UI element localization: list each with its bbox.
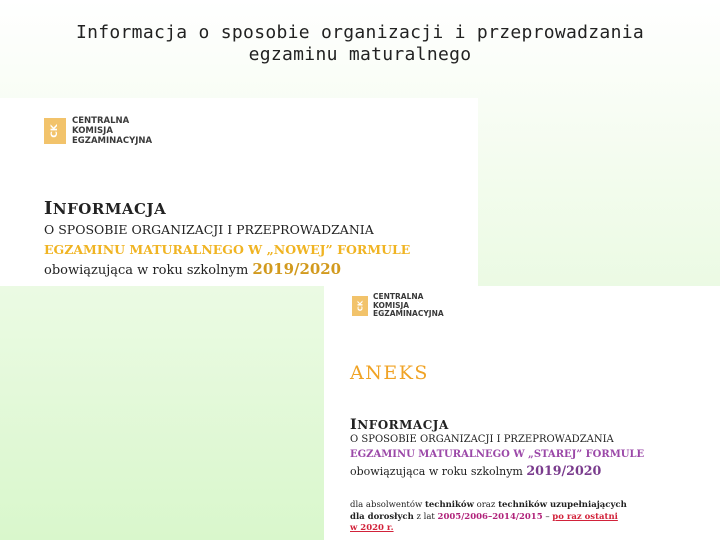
document-cover-new-formula — [0, 98, 478, 286]
info-heading: INFORMACJA — [350, 416, 449, 433]
doc-line-3: obowiązująca w roku szkolnym 2019/2020 — [350, 463, 602, 478]
cke-logo-text: CENTRALNA KOMISJA EGZAMINACYJNA — [373, 292, 444, 318]
slide-title-line-2: egzaminu maturalnego — [248, 44, 472, 65]
school-year: 2019/2020 — [252, 260, 342, 278]
aneks-heading: ANEKS — [350, 362, 429, 384]
slide-title — [0, 22, 720, 66]
info-heading: INFORMACJA — [44, 198, 167, 219]
graduates-note: dla absolwentów techników oraz techników uzupełniających dla dorosłych z lat 2005/2006–2014/2015 – po raz ostatni w 2020 r. — [350, 500, 627, 533]
cke-logo — [352, 293, 444, 319]
document-cover-annex-old-formula — [324, 286, 720, 540]
doc-line-1: O SPOSOBIE ORGANIZACJI I PRZEPROWADZANIA — [350, 434, 614, 445]
cke-logo — [44, 116, 152, 146]
cke-logo-icon: CK — [352, 296, 368, 316]
school-year: 2019/2020 — [526, 463, 602, 478]
cke-logo-text: CENTRALNA KOMISJA EGZAMINACYJNA — [72, 116, 153, 146]
slide-title-line-1: Informacja o sposobie organizacji i przeprowadzania — [76, 22, 644, 43]
doc-line-2: EGZAMINU MATURALNEGO W „STAREJ” FORMULE — [350, 449, 645, 460]
doc-line-1: O SPOSOBIE ORGANIZACJI I PRZEPROWADZANIA — [44, 222, 374, 237]
cke-logo-icon: CK — [44, 118, 66, 144]
doc-line-3: obowiązująca w roku szkolnym 2019/2020 — [44, 260, 342, 278]
doc-line-2: EGZAMINU MATURALNEGO W „NOWEJ” FORMULE — [44, 242, 411, 257]
